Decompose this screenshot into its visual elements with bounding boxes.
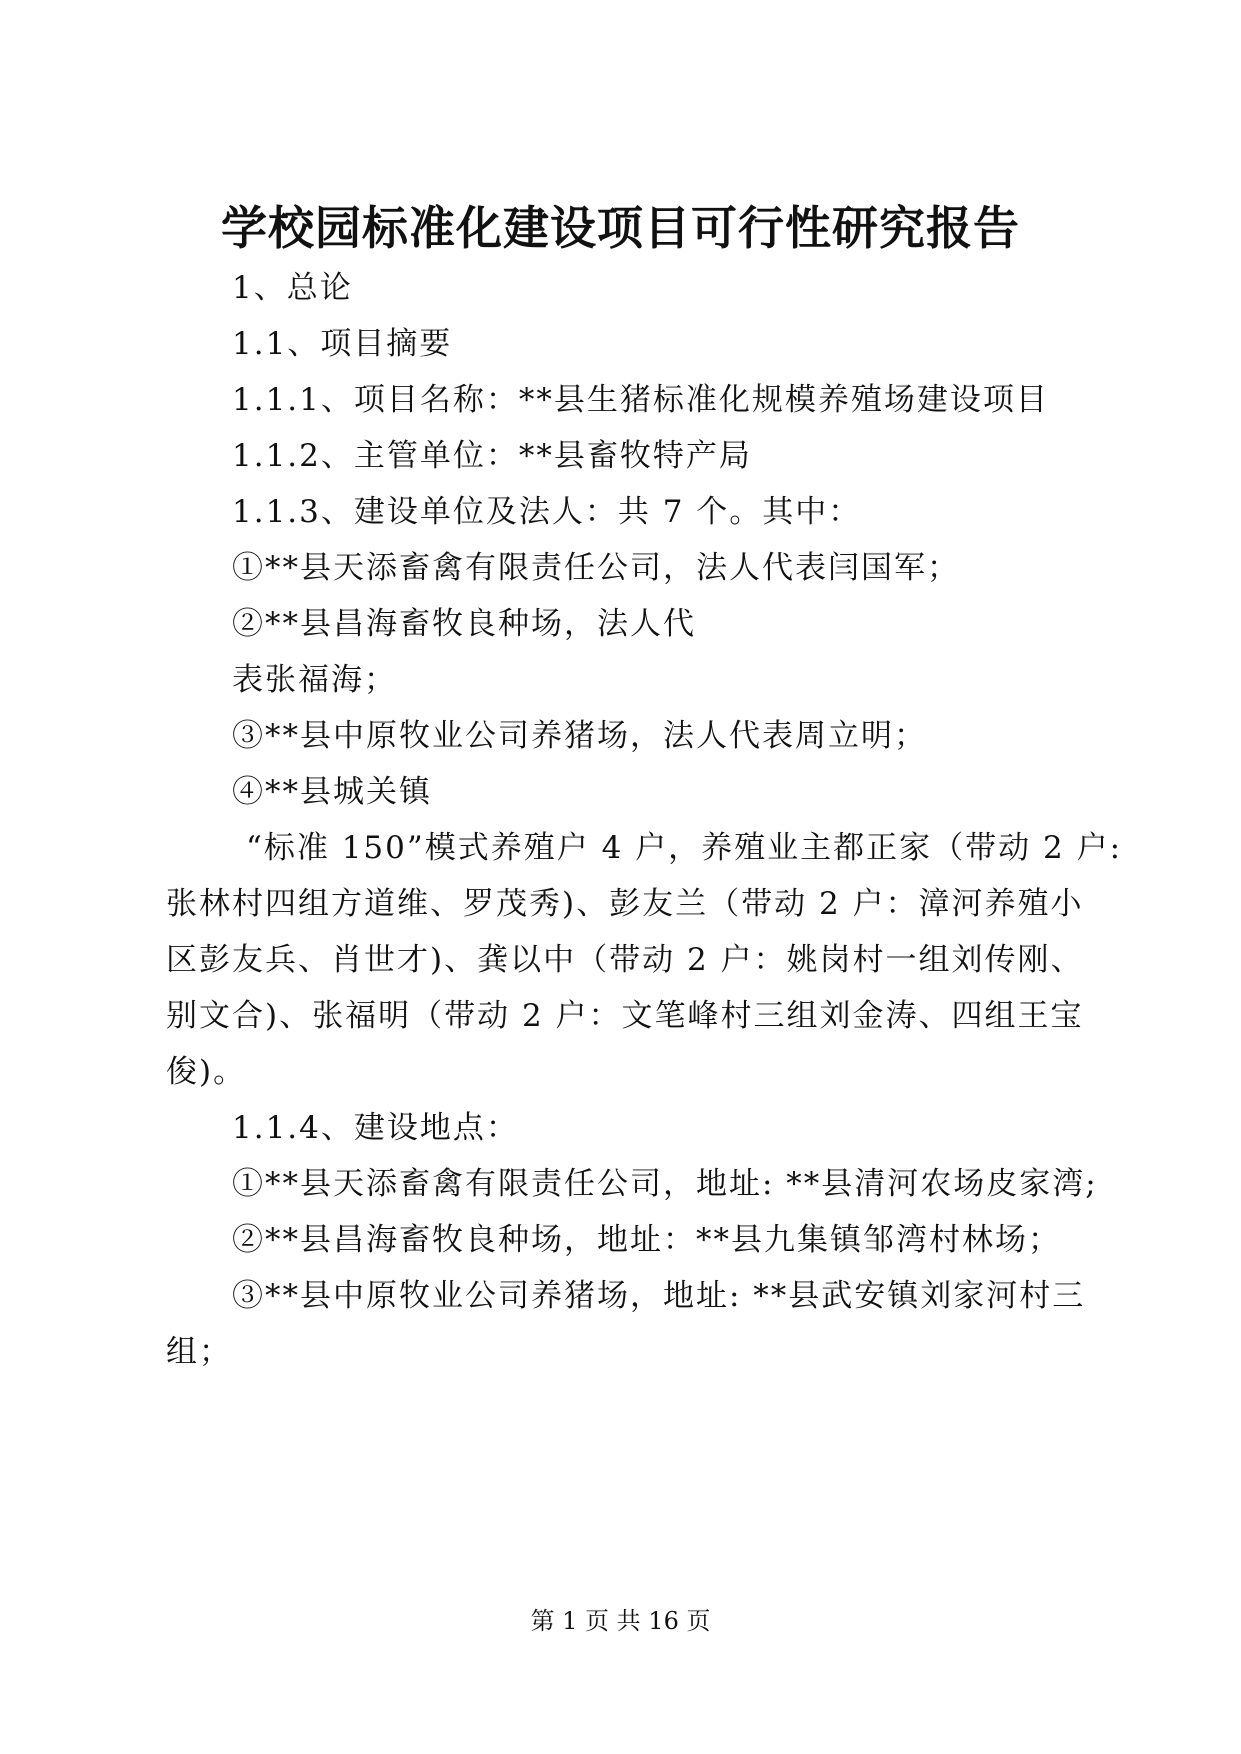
heading-1: 1、总论 bbox=[232, 270, 353, 306]
location-item-1: ①**县天添畜禽有限责任公司，地址: **县清河农场皮家湾; bbox=[232, 1166, 1098, 1202]
location-item-2: ②**县昌海畜牧良种场，地址：**县九集镇邹湾村林场； bbox=[232, 1222, 1061, 1258]
location-item-3: ③**县中原牧业公司养猪场，地址: **县武安镇刘家河村三 bbox=[232, 1278, 1086, 1314]
builder-line: 1.1.3、建设单位及法人：共 7 个。其中： bbox=[232, 494, 862, 530]
location-heading: 1.1.4、建设地点： bbox=[232, 1110, 519, 1146]
builder-item-4: ④**县城关镇 bbox=[232, 774, 432, 810]
heading-1-1: 1.1、项目摘要 bbox=[232, 326, 453, 362]
builder-item-3: ③**县中原牧业公司养猪场，法人代表周立明； bbox=[232, 718, 927, 754]
document-title: 学校园标准化建设项目可行性研究报告 bbox=[221, 201, 1020, 255]
builder-item-2: ②**县昌海畜牧良种场，法人代 bbox=[232, 606, 696, 642]
paragraph-line-1: “标准 150”模式养殖户 4 户，养殖业主都正家（带动 2 户: bbox=[246, 830, 1123, 866]
builder-item-1: ①**县天添畜禽有限责任公司，法人代表闫国军； bbox=[232, 550, 960, 586]
paragraph-line-4: 别文合)、张福明（带动 2 户：文笔峰村三组刘金涛、四组王宝 bbox=[166, 998, 1084, 1034]
page-footer: 第 1 页 共 16 页 bbox=[530, 1607, 711, 1635]
location-item-3-cont: 组； bbox=[166, 1334, 232, 1370]
builder-item-2-cont: 表张福海； bbox=[232, 662, 397, 698]
project-name-line: 1.1.1、项目名称：**县生猪标准化规模养殖场建设项目 bbox=[232, 382, 1049, 418]
paragraph-line-5: 俊)。 bbox=[166, 1054, 247, 1090]
paragraph-line-2: 张林村四组方道维、罗茂秀)、彭友兰（带动 2 户：漳河养殖小 bbox=[166, 886, 1084, 922]
supervisor-line: 1.1.2、主管单位：**县畜牧特产局 bbox=[232, 438, 752, 474]
paragraph-line-3: 区彭友兵、肖世才)、龚以中（带动 2 户：姚岗村一组刘传刚、 bbox=[166, 942, 1084, 978]
